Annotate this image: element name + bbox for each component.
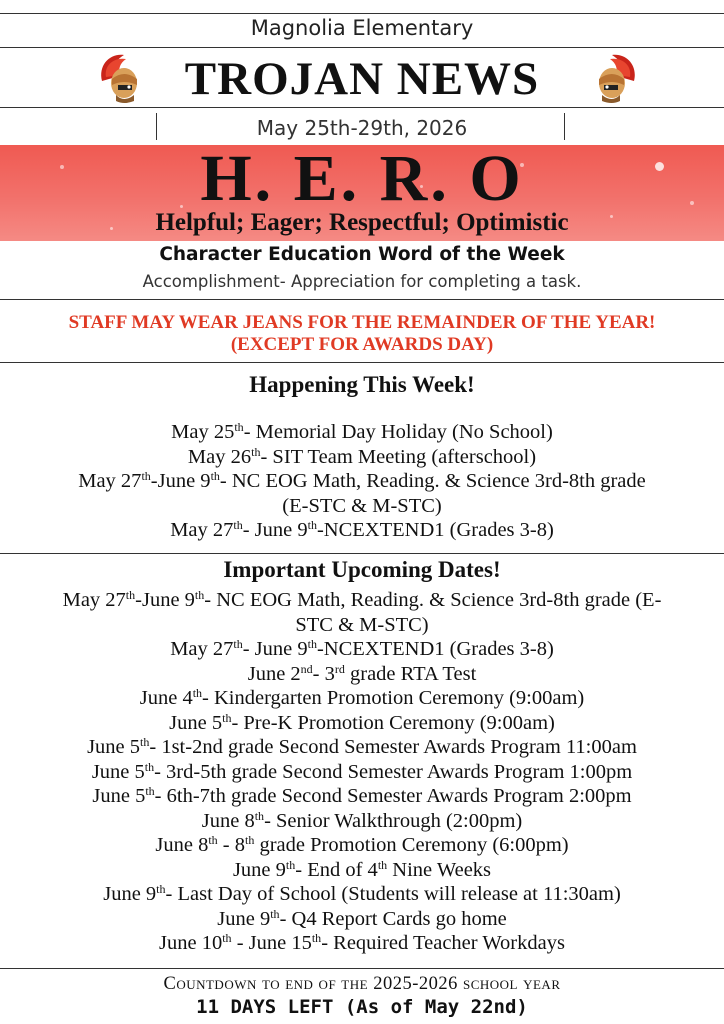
ordinal-suffix: th [140, 735, 150, 749]
divider [0, 362, 724, 363]
event-item [0, 588, 724, 613]
event-item [0, 494, 724, 519]
event-item [0, 882, 724, 907]
event-item [0, 784, 724, 809]
word-of-the-week: Accomplishment- Appreciation for completing a task. [142, 272, 582, 291]
event-text: - End of 4 [295, 858, 378, 881]
ordinal-suffix: th [311, 931, 322, 945]
this-week-list [0, 420, 724, 543]
event-item [0, 931, 724, 956]
ordinal-suffix: rd [334, 661, 345, 676]
event-text: June 4 [139, 687, 193, 709]
ordinal-suffix: th [141, 469, 151, 483]
event-item [0, 760, 724, 785]
ordinal-suffix: th [307, 518, 317, 532]
staff-notice [0, 312, 724, 356]
event-text: May 25 [171, 421, 235, 443]
event-text: - Senior Walkthrough (2:00pm) [264, 809, 523, 832]
hero-title: H. E. R. O [200, 145, 524, 215]
divider [0, 299, 724, 300]
ordinal-suffix: th [156, 882, 166, 896]
ordinal-suffix: th [234, 420, 244, 434]
ordinal-suffix: th [145, 784, 155, 798]
event-text: May 26 [187, 445, 252, 468]
week-dates: May 25th-29th, 2026 [256, 116, 468, 140]
event-text: June 8 [155, 834, 209, 856]
event-text: - Kindergarten Promotion Ceremony (9:00am) [202, 687, 585, 709]
event-text: - 6th-7th grade Second Semester Awards Program 2:00pm [154, 785, 632, 807]
event-text: June 5 [169, 711, 223, 734]
this-week-title: Happening This Week! [249, 372, 475, 397]
ordinal-suffix: th [254, 808, 265, 823]
event-text: June 5 [87, 736, 141, 758]
ordinal-suffix: th [270, 906, 280, 921]
event-text: June 5 [92, 785, 146, 807]
character-education-title: Character Education Word of the Week [159, 244, 565, 265]
event-item [0, 445, 724, 470]
event-text: May 27 [170, 519, 234, 541]
staff-notice-line: (EXCEPT FOR AWARDS DAY) [230, 334, 494, 355]
event-text: - 3 [312, 662, 335, 685]
school-name: Magnolia Elementary [250, 16, 474, 40]
ordinal-suffix: th [222, 931, 232, 945]
ordinal-suffix: th [245, 833, 255, 847]
event-item [0, 686, 724, 711]
countdown-title: Countdown to end of the 2025-2026 school year [163, 974, 561, 994]
ordinal-suffix: th [377, 857, 388, 872]
ordinal-suffix: th [233, 637, 243, 651]
ordinal-suffix: th [222, 710, 232, 725]
event-text: - NC EOG Math, Reading. & Science 3rd-8th grade (E- [204, 589, 662, 611]
event-item [0, 613, 724, 638]
event-item [0, 809, 724, 834]
event-text: Nine Weeks [387, 858, 492, 881]
ordinal-suffix: th [285, 857, 296, 872]
newsletter-title: TROJAN NEWS [184, 53, 540, 105]
event-text: June 2 [247, 662, 301, 685]
event-text: June 5 [91, 760, 145, 783]
event-text: -NCEXTEND1 (Grades 3-8) [316, 638, 554, 660]
ordinal-suffix: th [251, 444, 261, 459]
event-text: grade RTA Test [344, 662, 477, 685]
staff-notice-line: STAFF MAY WEAR JEANS FOR THE REMAINDER OF THE YEAR! [68, 312, 656, 333]
event-text: May 27 [170, 638, 234, 660]
event-text: - 3rd-5th grade Second Semester Awards Program 1:00pm [154, 760, 633, 783]
event-text: - Q4 Report Cards go home [279, 907, 507, 930]
event-item [0, 735, 724, 760]
event-text: June 10 [159, 932, 223, 954]
hero-subtitle: Helpful; Eager; Respectful; Optimistic [155, 209, 569, 236]
event-text: June 9 [103, 883, 157, 905]
event-item [0, 833, 724, 858]
ordinal-suffix: th [125, 588, 136, 602]
event-text: (E-STC & M-STC) [282, 494, 442, 517]
divider [0, 13, 724, 14]
event-text: -June 9 [135, 589, 195, 611]
event-text: STC & M-STC) [295, 613, 429, 636]
event-item [0, 420, 724, 445]
event-text: -NCEXTEND1 (Grades 3-8) [316, 519, 554, 541]
event-item [0, 637, 724, 662]
ordinal-suffix: th [233, 518, 243, 532]
event-text: - 1st-2nd grade Second Semester Awards Program 11:00am [149, 736, 637, 758]
event-text: June 9 [217, 907, 271, 930]
event-text: - Last Day of School (Students will release at 11:30am) [165, 883, 621, 905]
event-text: - 8 [217, 834, 245, 856]
ordinal-suffix: th [208, 833, 218, 847]
event-text: - Memorial Day Holiday (No School) [243, 421, 553, 443]
event-text: - SIT Team Meeting (afterschool) [260, 445, 537, 468]
upcoming-title: Important Upcoming Dates! [223, 557, 501, 582]
event-text: May 27 [62, 589, 126, 611]
upcoming-list [0, 588, 724, 956]
event-text: - June 9 [242, 519, 308, 541]
event-item [0, 469, 724, 494]
divider [0, 968, 724, 969]
event-item [0, 907, 724, 932]
event-text: -June 9 [150, 470, 211, 492]
ordinal-suffix: th [144, 759, 155, 774]
event-item [0, 662, 724, 687]
event-text: May 27 [78, 470, 142, 492]
divider [0, 553, 724, 554]
ordinal-suffix: th [194, 588, 205, 602]
event-item [0, 711, 724, 736]
event-text: June 8 [201, 809, 255, 832]
divider [0, 107, 724, 108]
event-text: grade Promotion Ceremony (6:00pm) [254, 834, 569, 856]
event-text: - Required Teacher Workdays [321, 932, 565, 954]
countdown-value: 11 DAYS LEFT (As of May 22nd) [196, 996, 528, 1018]
hero-banner [0, 145, 724, 241]
ordinal-suffix: nd [300, 661, 313, 676]
divider [0, 47, 724, 48]
ordinal-suffix: th [210, 469, 220, 483]
event-item [0, 518, 724, 543]
event-text: - Pre-K Promotion Ceremony (9:00am) [231, 711, 555, 734]
event-text: - June 15 [231, 932, 312, 954]
ordinal-suffix: th [307, 637, 317, 651]
event-text: - NC EOG Math, Reading. & Science 3rd-8th grade [219, 470, 646, 492]
event-item [0, 858, 724, 883]
ordinal-suffix: th [192, 686, 203, 700]
event-text: - June 9 [242, 638, 308, 660]
event-text: June 9 [232, 858, 286, 881]
